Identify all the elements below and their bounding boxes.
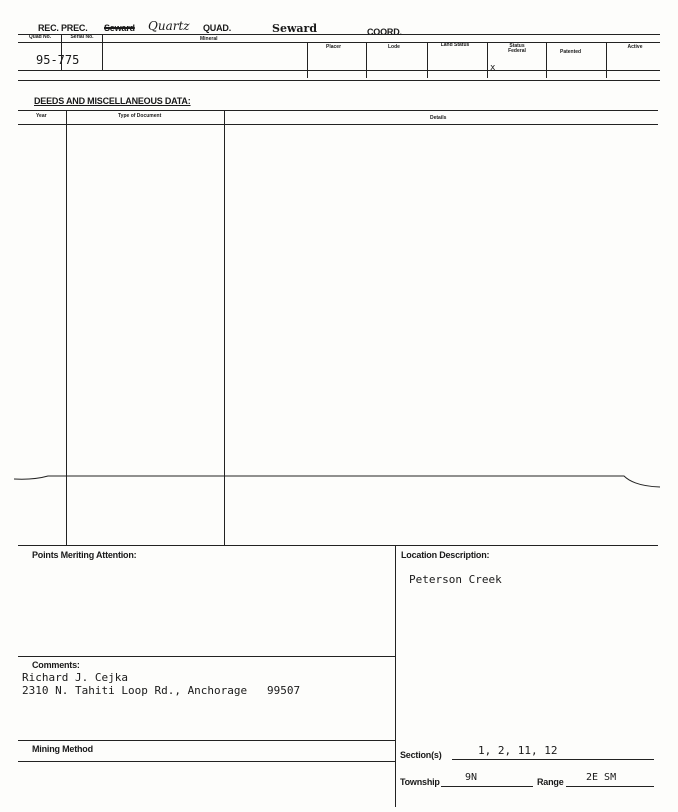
deeds-col-year: Year [36, 113, 47, 119]
quad-value: Seward [272, 22, 318, 35]
comments-line2: 2310 N. Tahiti Loop Rd., Anchorage 99507 [22, 684, 301, 697]
col-quad-no: Quad No. [28, 34, 52, 40]
handwritten-quad-name: Quartz [148, 19, 190, 33]
township-underline [441, 786, 533, 787]
col-serial-no: Serial No. [70, 34, 94, 40]
record-row-rule [18, 70, 660, 71]
range-label: Range [537, 777, 564, 787]
comments-line1: Richard J. Cejka [22, 671, 128, 684]
col-div-lode [366, 42, 367, 78]
location-label: Location Description: [401, 550, 490, 560]
record-bottom-rule [18, 80, 660, 81]
location-value: Peterson Creek [409, 573, 502, 586]
coord-label: COORD. [367, 27, 402, 37]
col-div-active [606, 42, 607, 78]
col-patented: Patented [560, 49, 582, 55]
federal-status-mark: x [490, 63, 496, 73]
col-land-status: Land Status [440, 42, 470, 48]
points-label: Points Meriting Attention: [32, 550, 137, 560]
mining-bottom-rule [18, 761, 395, 762]
sections-value: 1, 2, 11, 12 [478, 744, 558, 757]
col-div-land [427, 42, 428, 78]
township-label: Township [400, 777, 440, 787]
quad-label: QUAD. [203, 23, 231, 33]
points-bottom-rule [18, 656, 395, 657]
lower-center-divider [395, 545, 396, 807]
fold-line [14, 468, 662, 490]
mining-method-label: Mining Method [32, 744, 93, 754]
comments-label: Comments: [32, 660, 80, 670]
struck-quad-name: Seward [104, 23, 135, 33]
col-div-placer [307, 42, 308, 78]
sections-label: Section(s) [400, 750, 442, 760]
lower-top-rule [18, 545, 658, 546]
rec-prec-label: REC. PREC. [38, 23, 88, 33]
col-active: Active [627, 44, 643, 50]
deeds-header-rule [18, 124, 658, 125]
col-div-federal [487, 42, 488, 78]
col-placer: Placer [326, 44, 342, 50]
comments-bottom-rule [18, 740, 395, 741]
quad-no-value: 95-775 [36, 53, 80, 67]
col-div-mineral [102, 34, 103, 70]
township-value: 9N [465, 772, 478, 783]
range-value: 2E SM [586, 772, 617, 783]
header-top-rule [18, 34, 660, 35]
deeds-col-details: Details [430, 115, 447, 121]
deeds-heading: DEEDS AND MISCELLANEOUS DATA: [34, 96, 191, 106]
header-column-rule [18, 42, 660, 43]
col-lode: Lode [388, 44, 400, 50]
col-div-patented [546, 42, 547, 78]
deeds-col-type: Type of Document [118, 113, 162, 119]
sections-underline [452, 759, 654, 760]
range-underline [566, 786, 654, 787]
deeds-top-rule [18, 110, 658, 111]
col-status-federal: Status Federal [508, 43, 526, 54]
col-mineral: Mineral [200, 36, 218, 42]
